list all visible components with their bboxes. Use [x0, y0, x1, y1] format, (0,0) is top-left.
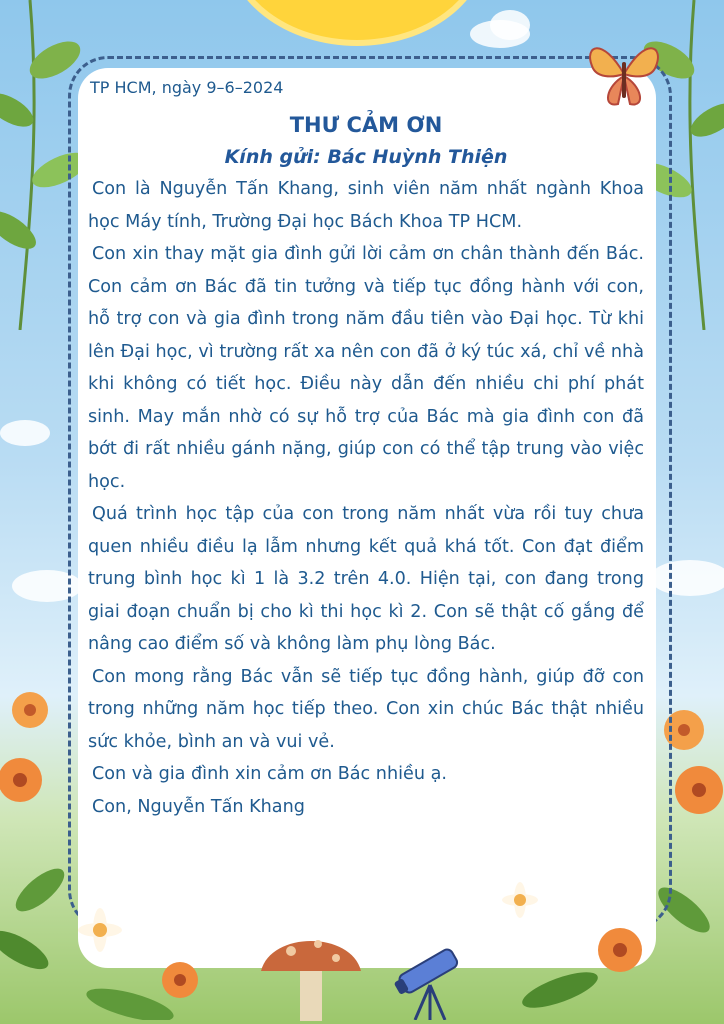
cloud-icon — [0, 420, 50, 446]
letter-signature: Con, Nguyễn Tấn Khang — [92, 796, 305, 817]
paragraph-thanks: Con xin thay mặt gia đình gửi lời cảm ơn chân thành đến Bác. Con cảm ơn Bác đã tin tưởng và tiếp tục đồng hành với con, hỗ trợ con và gia đình trong năm đầu tiên vào Đại học. Từ khi lên Đại học, vì trường rất xa nên con đã ở ký túc xá, chỉ về nhà khi không có tiết học. Điều này dẫn đến nhiều chi phí phát sinh. May mắn nhờ có sự hỗ trợ của Bác mà gia đình con đã bớt đi rất nhiều gánh nặng, giúp con có thể tập trung vào việc học. — [88, 244, 644, 492]
mushroom-icon — [256, 926, 366, 1021]
paragraph-results: Quá trình học tập của con trong năm nhất vừa rồi tuy chưa quen nhiều điều lạ lẫm nhưng kết quả khá tốt. Con đạt điểm trung bình học kì 1 là 3.2 trên 4.0. Hiện tại, con đang trong giai đoạn chuẩn bị cho kì thi học kì 2. Con sẽ thật cố gắng để nâng cao điểm số và không làm phụ lòng Bác. — [88, 504, 644, 654]
letter-closing: Con và gia đình xin cảm ơn Bác nhiều ạ. — [92, 764, 447, 784]
letter-body — [88, 76, 644, 823]
flower-icon — [500, 880, 680, 1020]
paragraph-wishes: Con mong rằng Bác vẫn sẽ tiếp tục đồng hành, giúp đỡ con trong những năm học tiếp theo. Con xin chúc Bác thật nhiều sức khỏe, bình an và vui vẻ. — [88, 666, 644, 752]
letter-recipient: Kính gửi: Bác Huỳnh Thiện — [224, 146, 508, 168]
sun-icon — [232, 0, 482, 40]
letter-date: TP HCM, ngày 9–6–2024 — [90, 78, 284, 97]
telescope-icon — [390, 930, 470, 1020]
flower-icon — [40, 890, 220, 1020]
letter-title: THƯ CẢM ƠN — [289, 113, 443, 137]
paragraph-intro: Con là Nguyễn Tấn Khang, sinh viên năm nhất ngành Khoa học Máy tính, Trường Đại học Bách Khoa TP HCM. — [88, 179, 644, 232]
cloud-icon — [490, 10, 530, 40]
